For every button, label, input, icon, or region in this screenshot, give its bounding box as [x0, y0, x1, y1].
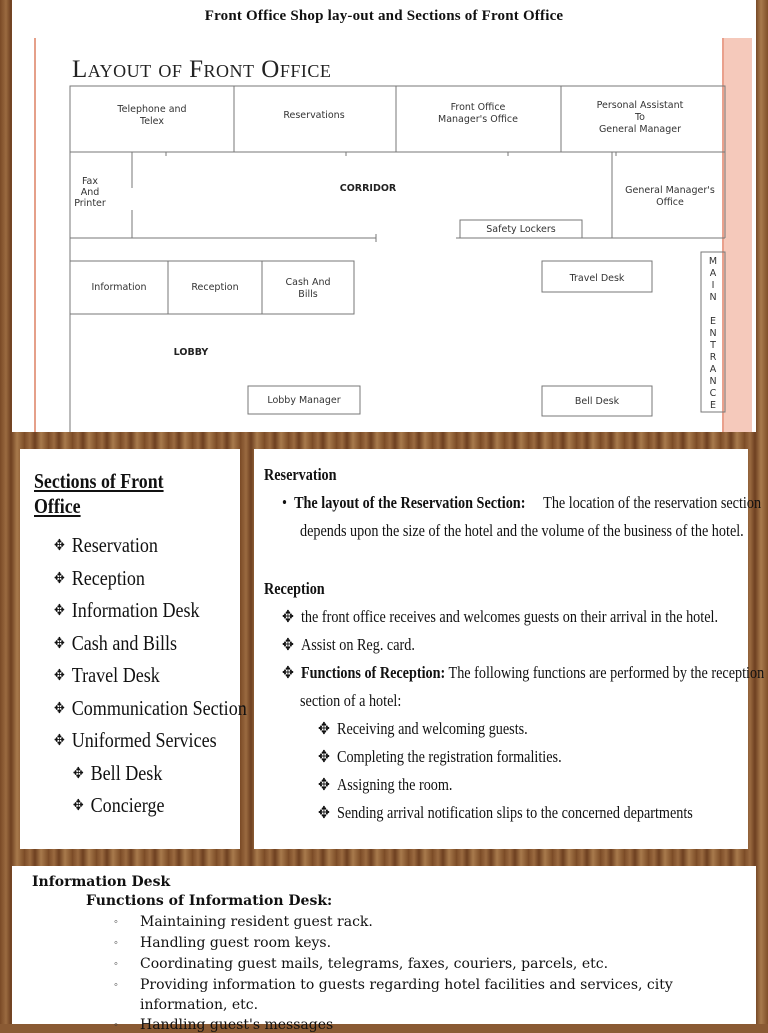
svg-text:Office: Office [656, 197, 684, 208]
list-subitem: ✥ Concierge [72, 793, 165, 817]
floor-plan-frame [34, 38, 748, 432]
room-fax: Fax [81, 176, 99, 187]
function-item: ✥ Completing the registration formalities. [318, 747, 562, 766]
sections-card [20, 449, 247, 849]
room-personal-assistant: Personal Assistant [596, 100, 684, 111]
room-fom-office: Front Office [450, 102, 506, 113]
diamond-bullet-icon: ✥ [54, 668, 65, 684]
svg-text:R: R [709, 352, 717, 363]
counter-cash-bills: Cash And [285, 277, 331, 288]
counter-reception: Reception [191, 282, 239, 293]
svg-text:Telex: Telex [140, 116, 164, 127]
svg-text:A: A [709, 364, 717, 375]
lobby-manager: Lobby Manager [267, 395, 341, 406]
svg-text:E: E [709, 400, 717, 411]
diamond-bullet-icon: ✥ [282, 663, 294, 682]
svg-text:N: N [709, 292, 717, 303]
svg-text:N: N [709, 376, 717, 387]
list-subitem: ✥ Bell Desk [72, 760, 163, 785]
sections-title: Sections of Front Office [34, 469, 164, 518]
room-reservations: Reservations [283, 110, 345, 121]
list-item: ✥ Uniformed Services [54, 728, 217, 752]
list-item: Coordinating guest mails, telegrams, faxes, couriers, parcels, etc. [140, 956, 609, 972]
diamond-bullet-icon: ✥ [318, 719, 330, 738]
list-item: ✥ Travel Desk [54, 663, 160, 687]
diamond-bullet-icon: ✥ [72, 798, 84, 814]
diamond-bullet-icon: ✥ [54, 733, 65, 749]
list-item: Handling guest room keys. [140, 935, 332, 951]
diamond-bullet-icon: ✥ [318, 803, 330, 822]
svg-text:To: To [634, 112, 646, 123]
list-item: ✥ Reception [54, 565, 145, 590]
function-item: ✥ Receiving and welcoming guests. [318, 719, 528, 738]
layout-slide-panel [12, 0, 756, 432]
svg-text:I: I [711, 280, 715, 291]
svg-text:Bills: Bills [298, 289, 318, 300]
diamond-bullet-icon: ✥ [318, 747, 330, 766]
svg-text:Manager's Office: Manager's Office [438, 114, 518, 125]
details-card: Reservation • The layout of the Reservation Section: The location of the reservation section depends upon the size of the hotel and the volume of the business of the hotel. Reception ✥ the front office receives and welcomes guests on their arrival in the hotel. ✥ Assist on Reg. card. ✥ Functions of Reception: The following functions are performed by the reception section of a hotel: ✥ Receiving and welcoming guests. ✥ Completing the registration formalities. ✥ Assigning the room. ✥ Sending arrival notification slips to the concerned departments [254, 449, 748, 849]
reception-point: ✥ the front office receives and welcomes guests on their arrival in the hotel. [282, 607, 719, 626]
svg-text:And: And [80, 187, 100, 198]
function-item: ✥ Assigning the room. [318, 775, 453, 794]
info-desk-heading: Information Desk [32, 874, 171, 890]
svg-text:General Manager: General Manager [598, 124, 682, 135]
diamond-bullet-icon: ✥ [282, 635, 294, 654]
information-desk-panel: Information Desk Functions of Information Desk: ◦ Maintaining resident guest rack. ◦ Handling guest room keys. ◦ Coordinating guest mails, telegrams, faxes, couriers, parcels, etc. ◦ Providing information to guests regarding hotel facilities and services, city information, etc. ◦ Handling guest's messages [12, 866, 756, 1024]
svg-text:N: N [709, 328, 717, 339]
svg-text:A: A [709, 268, 717, 279]
safety-lockers: Safety Lockers [486, 224, 556, 235]
layout-title: Layout of Front Office [72, 56, 332, 83]
page-title: Front Office Shop lay-out and Sections of Front Office [204, 8, 564, 24]
circle-bullet-icon: ◦ [114, 937, 118, 949]
circle-bullet-icon: ◦ [114, 958, 118, 970]
svg-text:Printer: Printer [74, 198, 106, 209]
svg-text:E: E [709, 316, 717, 327]
diamond-bullet-icon: ✥ [282, 607, 294, 626]
diamond-bullet-icon: ✥ [72, 765, 84, 782]
diamond-bullet-icon: ✥ [54, 603, 65, 619]
circle-bullet-icon: ◦ [114, 1019, 118, 1031]
counter-information: Information [91, 282, 147, 293]
reservation-heading: Reservation [264, 465, 337, 484]
circle-bullet-icon: ◦ [114, 979, 118, 991]
bell-desk: Bell Desk [574, 396, 620, 407]
reception-point: ✥ Assist on Reg. card. [282, 635, 415, 654]
function-item: ✥ Sending arrival notification slips to the concerned departments [318, 803, 693, 822]
corridor-label: CORRIDOR [339, 183, 397, 194]
list-item: ✥ Information Desk [54, 598, 200, 622]
info-desk-subheading: Functions of Information Desk: [86, 893, 333, 909]
diamond-bullet-icon: ✥ [54, 538, 65, 554]
diamond-bullet-icon: ✥ [54, 700, 65, 717]
diamond-bullet-icon: ✥ [318, 775, 330, 794]
svg-text:C: C [709, 388, 717, 399]
list-item: Handling guest's messages [140, 1017, 334, 1033]
svg-text:M: M [708, 256, 718, 267]
room-telephone: Telephone and [117, 104, 187, 115]
svg-text:T: T [710, 340, 716, 351]
sections-list [54, 533, 278, 826]
top-row-outline [70, 86, 725, 152]
list-item: ✥ Cash and Bills [54, 630, 178, 655]
reception-heading: Reception [264, 579, 325, 598]
travel-desk: Travel Desk [569, 273, 625, 284]
list-item: ✥ Reservation [54, 533, 158, 557]
reception-point: ✥ Functions of Reception: The following functions are performed by the reception [282, 663, 765, 682]
list-item: ✥ Communication Section [54, 695, 247, 720]
list-item: Providing information to guests regarding hotel facilities and services, city [140, 977, 673, 993]
lobby-label: LOBBY [173, 347, 209, 358]
main-entrance-label [709, 256, 717, 411]
circle-bullet-icon: ◦ [114, 916, 118, 928]
floor-plan [36, 38, 748, 432]
list-item: Maintaining resident guest rack. [140, 914, 373, 930]
room-gm-office: General Manager's [625, 185, 715, 196]
diamond-bullet-icon: ✥ [54, 635, 65, 652]
reservation-point: • The layout of the Reservation Section: The location of the reservation section [282, 493, 762, 512]
diamond-bullet-icon: ✥ [54, 570, 65, 587]
